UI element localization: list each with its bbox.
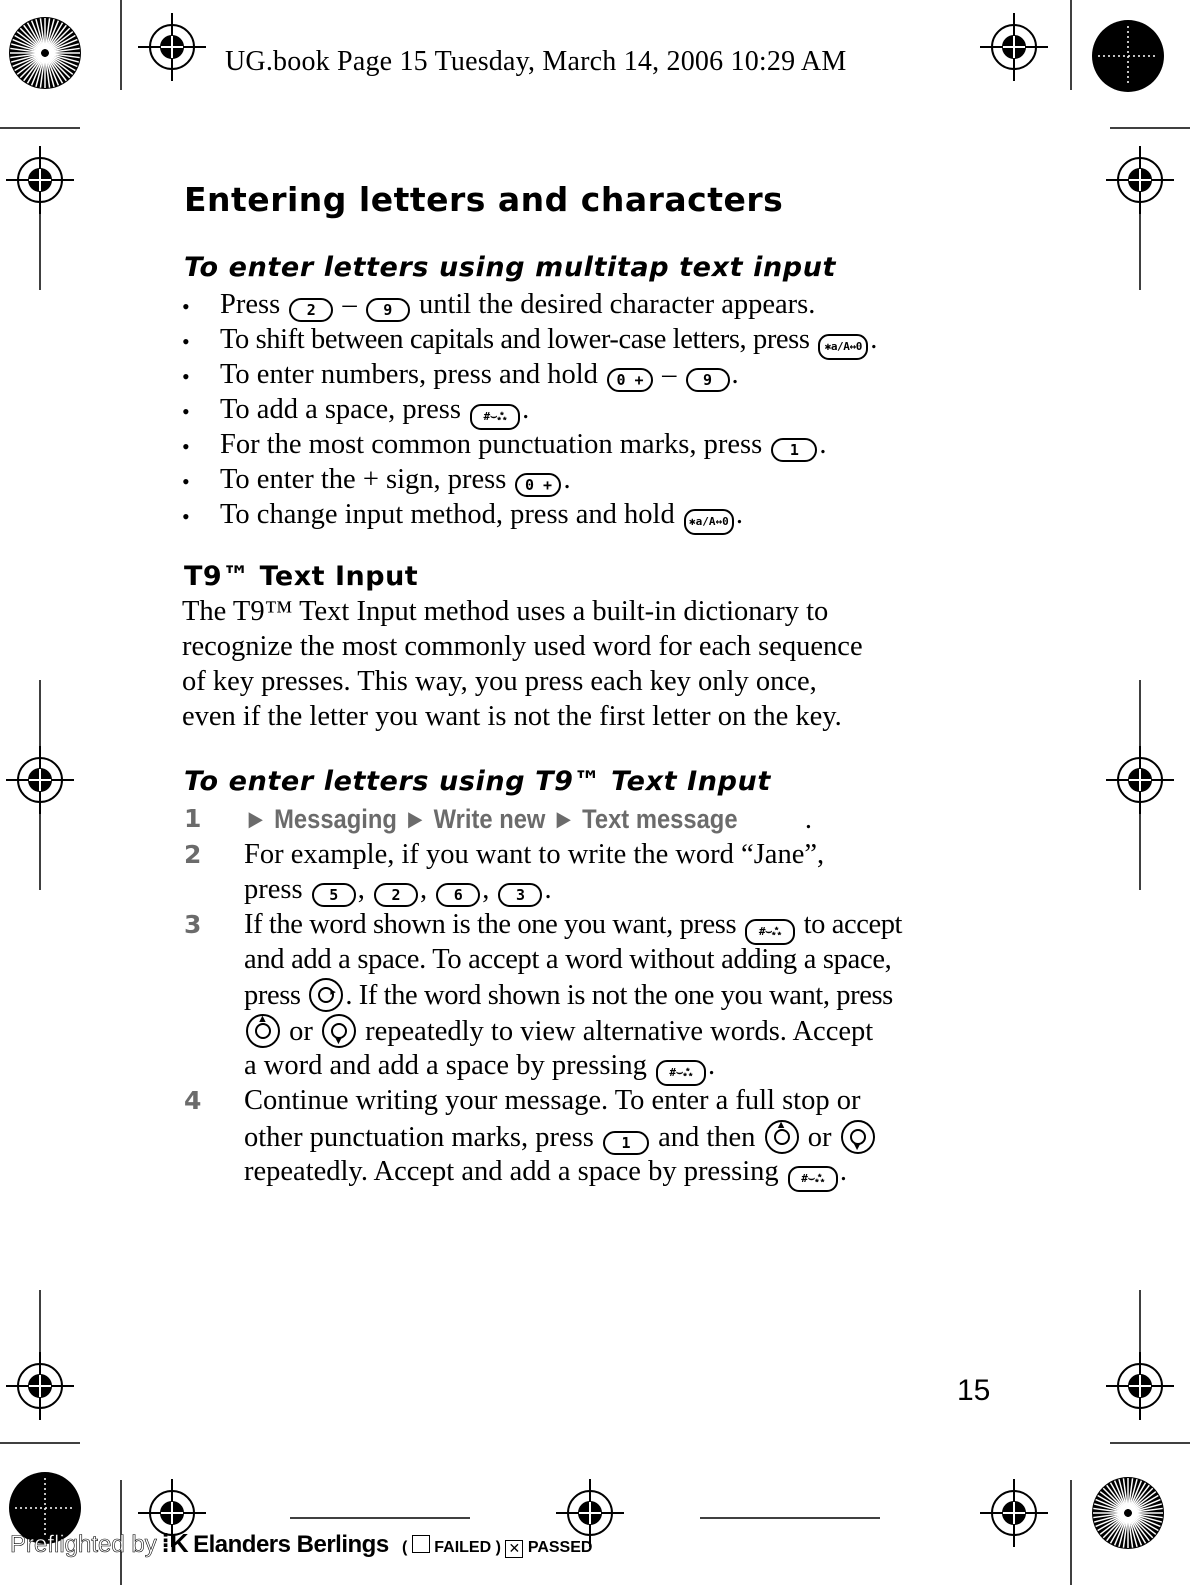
text: To shift between capitals and lower-case letters, press: [220, 324, 817, 355]
step-2-line: [244, 873, 552, 907]
text: Press: [220, 289, 288, 320]
nav-up-icon: ▲: [246, 1014, 280, 1048]
text: ): [495, 1539, 501, 1556]
text: .: [839, 1156, 847, 1187]
text: repeatedly to view alternative words. Accept: [358, 1016, 874, 1047]
bullet-dot: •: [182, 504, 190, 529]
passed-checkbox-icon: ✕: [505, 1540, 523, 1558]
text: other punctuation marks, press: [244, 1122, 601, 1153]
menu-path: ► Messaging ► Write new ► Text message: [244, 804, 738, 834]
key-1-icon: 1: [603, 1131, 649, 1155]
step-2-line: For example, if you want to write the word “Jane”,: [244, 839, 825, 870]
text: and then: [650, 1122, 763, 1153]
nav-down-icon: ▼: [322, 1014, 356, 1048]
bullet-dot: •: [182, 399, 190, 424]
list-item: [220, 288, 815, 322]
list-item: [220, 393, 529, 430]
text: .: [522, 394, 530, 425]
key-6-icon: 6: [436, 883, 480, 907]
t9-paragraph-line: recognize the most commonly used word for each sequence: [182, 631, 863, 662]
key-9-icon: 9: [366, 298, 410, 322]
hash-key-icon: #⌣⁂: [788, 1166, 838, 1192]
text: To enter numbers, press and hold: [220, 359, 606, 390]
text: until the desired character appears.: [411, 289, 816, 320]
key-5-icon: 5: [312, 883, 356, 907]
t9-steps-heading: To enter letters using T9™ Text Input: [184, 766, 771, 797]
text: To add a space, press: [220, 394, 469, 425]
text: or: [282, 1016, 320, 1047]
star-key-icon: ✱a/A↔0: [684, 509, 734, 535]
list-item: [220, 498, 743, 535]
text: If the word shown is the one you want, press: [244, 909, 743, 940]
text: to accept: [796, 909, 903, 940]
bullet-dot: •: [182, 469, 190, 494]
text: a word and add a space by pressing: [244, 1050, 654, 1081]
nav-key-select-icon: ▸: [309, 978, 343, 1012]
key-1-icon: 1: [771, 438, 817, 462]
key-0-plus-icon: 0 +: [607, 368, 653, 392]
preflighted-label: Preflighted by: [10, 1531, 157, 1558]
step-3-line: [244, 978, 893, 1013]
text: .: [707, 1050, 716, 1081]
key-2-icon: 2: [289, 298, 333, 322]
list-item: [220, 428, 826, 462]
list-item: [220, 323, 877, 360]
hash-key-icon: #⌣⁂: [470, 404, 520, 430]
text: .: [804, 804, 812, 835]
text: . If the word shown is not the one you want, press: [345, 980, 893, 1011]
text: ,: [357, 874, 372, 905]
bullet-dot: •: [182, 364, 190, 389]
step-4-line: Continue writing your message. To enter a full stop or: [244, 1085, 861, 1116]
text: –: [655, 359, 684, 390]
key-9-icon: 9: [686, 368, 730, 392]
step-3-line: and add a space. To accept a word without adding a space,: [244, 944, 892, 975]
t9-paragraph-line: of key presses. This way, you press each key only once,: [182, 666, 817, 697]
bullet-dot: •: [182, 294, 190, 319]
text: .: [563, 464, 571, 495]
preflight-footer: [10, 1528, 592, 1559]
text: To enter the + sign, press: [220, 464, 514, 495]
nav-down-icon: ▼: [841, 1120, 875, 1154]
step-number: 3: [184, 910, 202, 939]
list-item: [220, 358, 739, 392]
nav-up-icon: ▲: [765, 1120, 799, 1154]
step-number: 2: [184, 840, 202, 869]
text: .: [544, 874, 552, 905]
brand-name: Elanders Berlings: [193, 1531, 389, 1558]
text: repeatedly. Accept and add a space by pressing: [244, 1156, 786, 1187]
text: (: [402, 1539, 408, 1556]
text: To change input method, press and hold: [220, 499, 682, 530]
step-number: 4: [184, 1086, 202, 1115]
text: ,: [419, 874, 435, 905]
text: press: [244, 874, 310, 905]
text: or: [800, 1122, 839, 1153]
hash-key-icon: #⌣⁂: [656, 1060, 706, 1086]
text: –: [335, 289, 364, 320]
step-3-line: [244, 1049, 715, 1086]
hash-key-icon: #⌣⁂: [745, 919, 795, 945]
key-2-icon: 2: [374, 883, 418, 907]
step-3-line: [244, 1014, 873, 1049]
elanders-logo-icon: ⁞K: [161, 1528, 189, 1558]
key-3-icon: 3: [498, 883, 542, 907]
step-4-line: [244, 1155, 847, 1192]
text: .: [819, 429, 827, 460]
passed-label: PASSED: [527, 1539, 593, 1556]
failed-checkbox-icon: [412, 1535, 430, 1553]
failed-label: FAILED: [434, 1539, 492, 1556]
text: For the most common punctuation marks, press: [220, 429, 770, 460]
text: press: [244, 980, 308, 1011]
list-item: [220, 463, 571, 497]
page-title: Entering letters and characters: [184, 180, 784, 219]
text: ,: [482, 874, 497, 905]
t9-heading: T9™ Text Input: [184, 561, 419, 592]
bullet-dot: •: [182, 329, 190, 354]
text: .: [731, 359, 739, 390]
step-3-line: [244, 908, 902, 945]
page-number: 15: [957, 1374, 991, 1407]
bullet-dot: •: [182, 434, 190, 459]
multitap-heading: To enter letters using multitap text input: [184, 252, 837, 283]
step-4-line: [244, 1120, 877, 1155]
t9-paragraph-line: even if the letter you want is not the first letter on the key.: [182, 701, 842, 732]
key-0-plus-icon: 0 +: [515, 473, 561, 497]
t9-paragraph-line: The T9™ Text Input method uses a built-in dictionary to: [182, 596, 829, 627]
step-1: [244, 802, 812, 837]
print-header: UG.book Page 15 Tuesday, March 14, 2006 10:29 AM: [225, 46, 847, 77]
text: .: [735, 499, 743, 530]
star-key-icon: ✱a/A↔0: [818, 334, 868, 360]
step-number: 1: [184, 804, 202, 833]
text: .: [870, 324, 877, 355]
